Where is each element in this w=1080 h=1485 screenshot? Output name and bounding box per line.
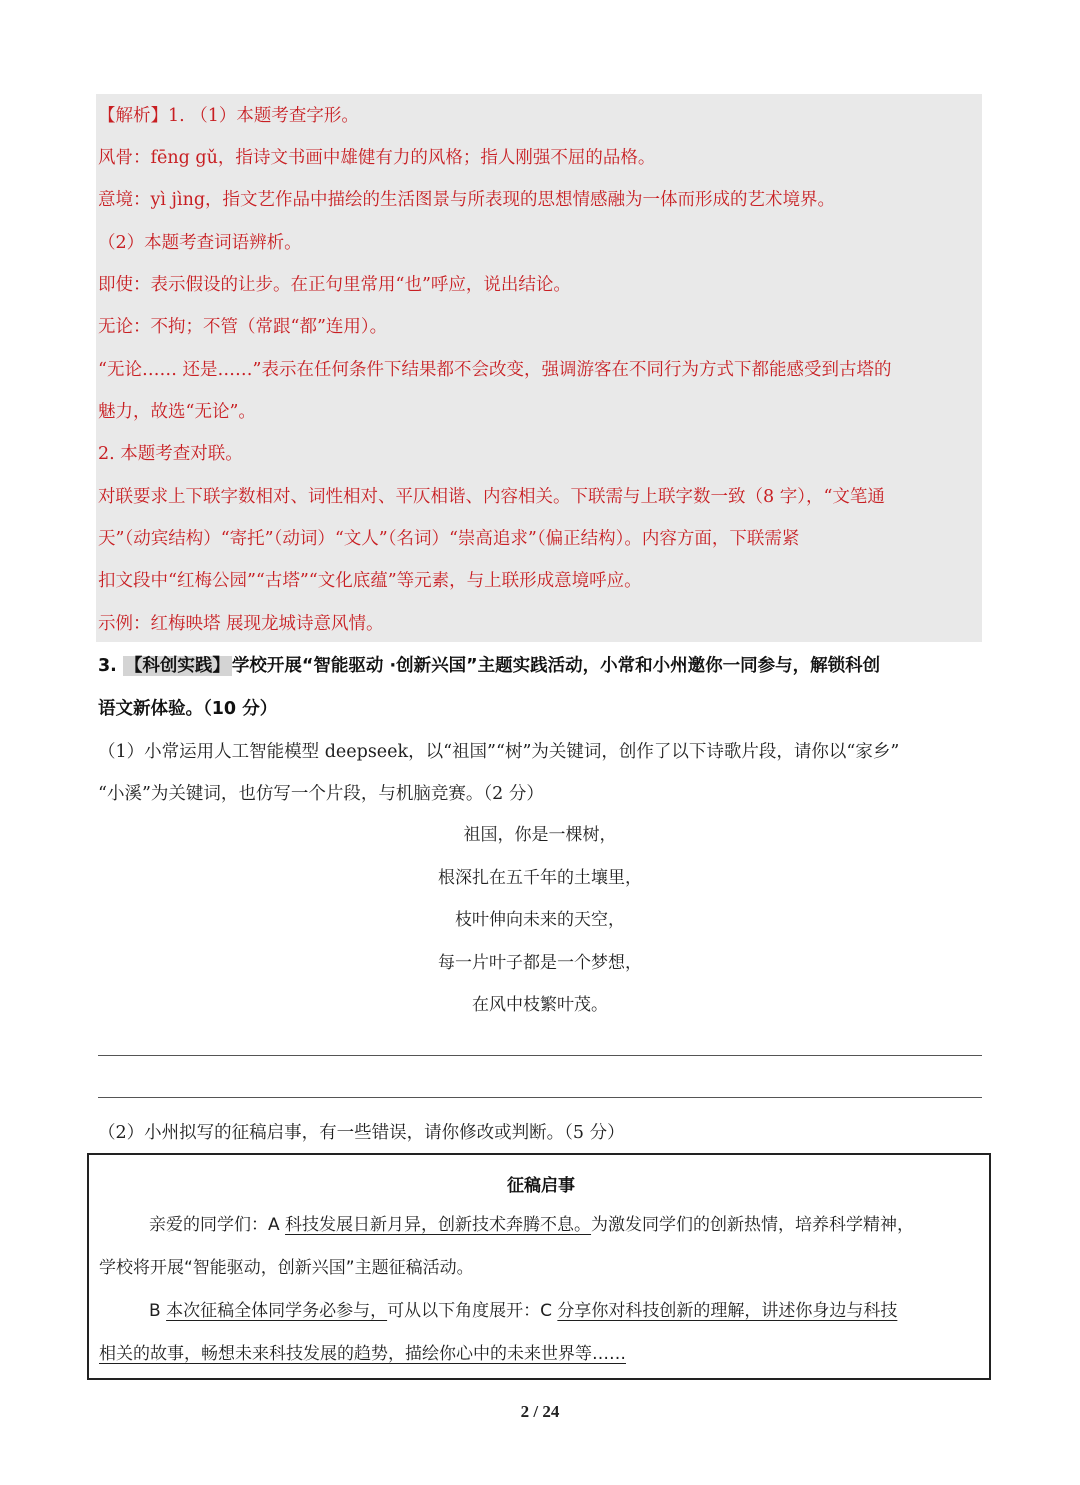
analysis-line-2: 风骨：fēng gǔ，指诗文书画中雄健有力的风格；指人刚强不屈的品格。 — [98, 148, 656, 168]
page-number: 2 / 24 — [520, 1402, 560, 1421]
analysis-line-8: 魅力，故选“无论”。 — [98, 402, 256, 422]
sub-question-2: （2）小州拟写的征稿启事，有一些错误，请你修改或判断。（5 分） — [98, 1123, 625, 1143]
poem-line: 每一片叶子都是一个梦想， — [438, 953, 642, 973]
sentence-a: 科技发展日新月异，创新技术奔腾不息。 — [285, 1215, 592, 1235]
sub-question-1-line-2: “小溪”为关键词，也仿写一个片段，与机脑竞赛。（2 分） — [98, 784, 544, 804]
question-3-tag: 【科创实践】 — [124, 656, 230, 676]
analysis-line-5: 即使：表示假设的让步。在正句里常用“也”呼应，说出结论。 — [98, 275, 571, 295]
analysis-line-3: 意境：yì jìng，指文艺作品中描绘的生活图景与所表现的思想情感融为一体而形成的艺术境界。 — [98, 190, 836, 210]
notice-paragraph-2-line-1: B 本次征稿全体同学务必参与，可从以下角度展开：C 分享你对科技创新的理解，讲述你身边与科技 — [149, 1301, 898, 1321]
question-3-heading-line-2: 语文新体验。（10 分） — [98, 699, 278, 719]
analysis-line-13: 示例：红梅映塔 展现龙城诗意风情。 — [98, 614, 384, 634]
sentence-b: 本次征稿全体同学务必参与， — [166, 1301, 388, 1321]
analysis-line-6: 无论：不拘；不管（常跟“都”连用）。 — [98, 317, 388, 337]
poem-line: 根深扎在五千年的土壤里， — [438, 868, 642, 888]
notice-paragraph-1-line-2: 学校将开展“智能驱动，创新兴国”主题征稿活动。 — [99, 1258, 474, 1278]
analysis-line-9: 2. 本题考查对联。 — [98, 444, 243, 464]
sub-question-1-line-1: （1）小常运用人工智能模型 deepseek，以“祖国”“树”为关键词，创作了以下诗歌片段，请你以“家乡” — [98, 742, 900, 762]
analysis-line-4: （2）本题考查词语辨析。 — [98, 233, 302, 253]
notice-box — [87, 1153, 991, 1380]
sentence-c: 分享你对科技创新的理解，讲述你身边与科技 — [557, 1301, 898, 1321]
analysis-line-1: 【解析】1. （1）本题考查字形。 — [98, 106, 359, 126]
answer-line-2 — [98, 1097, 982, 1098]
analysis-line-12: 扣文段中“红梅公园”“古塔”“文化底蕴”等元素，与上联形成意境呼应。 — [98, 571, 642, 591]
notice-title: 征稿启事 — [507, 1176, 575, 1196]
poem-line: 在风中枝繁叶茂。 — [472, 995, 608, 1015]
analysis-tag: 【解析】 — [98, 106, 168, 126]
analysis-line-10: 对联要求上下联字数相对、词性相对、平仄相谐、内容相关。下联需与上联字数一致（8 字），“文笔通 — [98, 487, 885, 507]
analysis-line-11: 天”（动宾结构）“寄托”（动词）“文人”（名词）“崇高追求”（偏正结构）。内容方面，下联需紧 — [98, 529, 800, 549]
notice-paragraph-2-line-2: 相关的故事，畅想未来科技发展的趋势，描绘你心中的未来世界等…… — [99, 1344, 626, 1364]
analysis-line-7: “无论…… 还是……”表示在任何条件下结果都不会改变，强调游客在不同行为方式下都能感受到古塔的 — [98, 360, 892, 380]
poem-line: 枝叶伸向未来的天空， — [455, 910, 625, 930]
poem-line: 祖国，你是一棵树， — [463, 825, 617, 845]
notice-paragraph-1-line-1: 亲爱的同学们：A 科技发展日新月异，创新技术奔腾不息。为激发同学们的创新热情，培养科学精神， — [149, 1215, 915, 1235]
answer-line-1 — [98, 1055, 982, 1056]
question-3-heading: 3. 【科创实践】 学校开展“智能驱动 ·创新兴国”主题实践活动，小常和小州邀你一同参与，解锁科创 — [98, 656, 881, 676]
